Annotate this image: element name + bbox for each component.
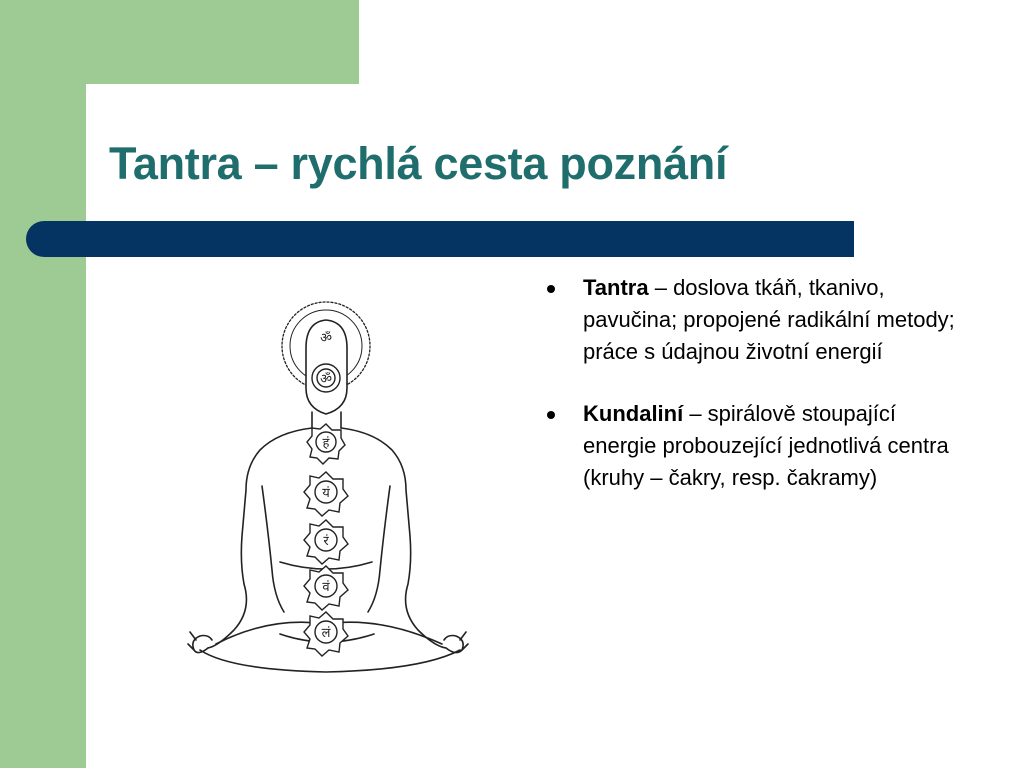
chakra-symbol: रं	[323, 534, 329, 549]
bullet-text: – spirálově stoupající energie probouzející jednotlivá centra (kruhy – čakry, resp. čakramy)	[583, 401, 949, 490]
chakra-symbol: ॐ	[320, 372, 332, 387]
bullet-text: – doslova tkáň, tkanivo, pavučina; propojené radikální metody; práce s údajnou životní energií	[583, 275, 955, 364]
title-rule	[26, 221, 854, 257]
chakra-symbol: हं	[322, 436, 330, 451]
bullet-term: Kundaliní	[583, 401, 684, 426]
torso	[208, 428, 312, 648]
chakra-symbol: वं	[322, 580, 330, 595]
bullet-item-tantra	[545, 272, 965, 368]
bullet-list	[545, 272, 965, 524]
bullet-dot-icon	[547, 411, 555, 419]
left-hand	[193, 636, 212, 653]
crown-symbol: ॐ	[320, 331, 332, 346]
legs	[200, 650, 460, 672]
bullet-dot-icon	[547, 285, 555, 293]
slide-title: Tantra – rychlá cesta poznání	[109, 138, 728, 189]
bullet-term: Tantra	[583, 275, 649, 300]
chakra-symbol: लं	[321, 626, 331, 641]
top-green-band	[86, 0, 359, 84]
chakra-symbol: यं	[322, 486, 330, 501]
left-green-band	[0, 0, 86, 768]
bullet-item-kundalini	[545, 398, 965, 494]
meditation-figure-illustration	[160, 300, 500, 680]
